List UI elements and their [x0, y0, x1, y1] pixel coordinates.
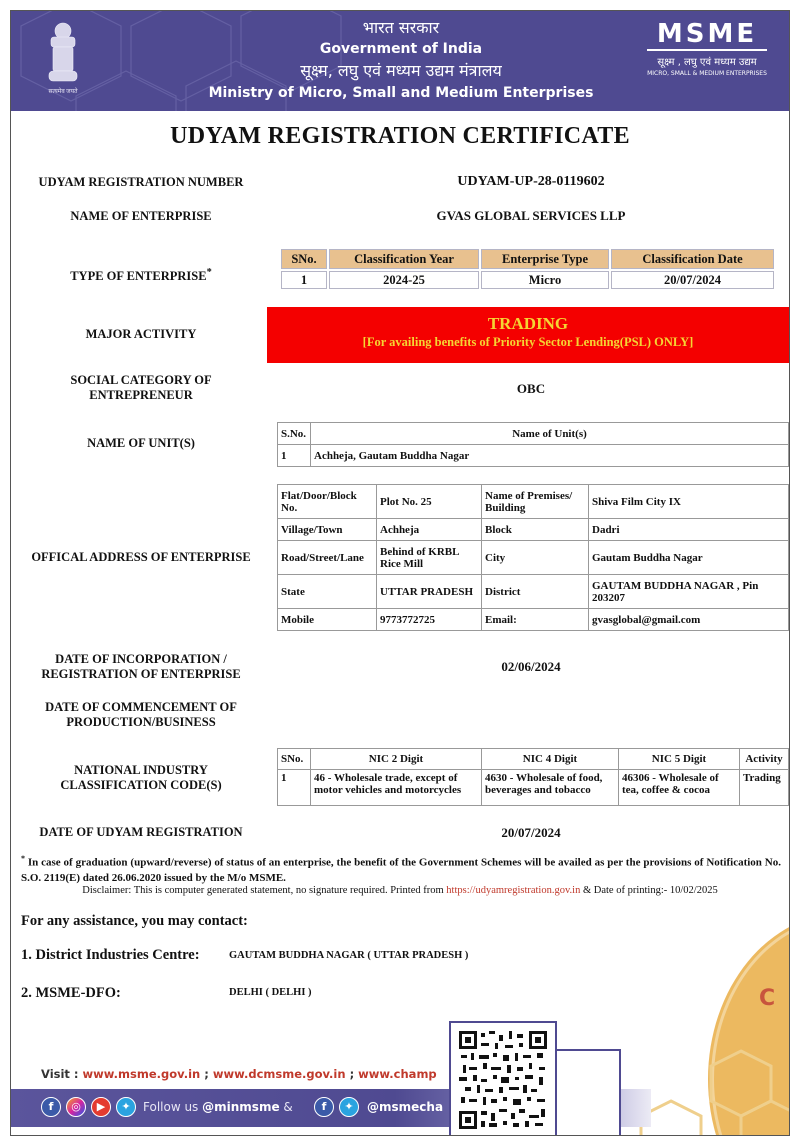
- table-cell: Block: [482, 519, 589, 541]
- ministry-heading: [161, 17, 641, 104]
- facebook-icon[interactable]: f: [41, 1097, 61, 1117]
- nic-table: [277, 748, 789, 806]
- nic-label-line2: CLASSIFICATION CODE(S): [60, 778, 222, 792]
- table-cell: Dadri: [589, 519, 789, 541]
- reg-number-value: UDYAM-UP-28-0119602: [457, 174, 605, 189]
- classification-header-row: [281, 249, 774, 269]
- incorporation-date-value: 02/06/2024: [501, 659, 561, 674]
- udyam-date-label: DATE OF UDYAM REGISTRATION: [39, 825, 243, 839]
- address-table: [277, 484, 789, 631]
- column-header: NIC 4 Digit: [482, 749, 619, 770]
- msme-logo-english: MICRO, SMALL & MEDIUM ENTERPRISES: [647, 70, 767, 77]
- type-of-enterprise-label-text: TYPE OF ENTERPRISE: [70, 269, 207, 284]
- certificate-title: UDYAM REGISTRATION CERTIFICATE: [170, 123, 630, 149]
- qr-code-icon: [459, 1031, 547, 1129]
- table-row: [278, 445, 789, 467]
- nic-label: [11, 763, 271, 793]
- social-category-label-line2: ENTREPRENEUR: [89, 388, 193, 402]
- major-activity-banner: [267, 307, 789, 363]
- assistance-heading: For any assistance, you may contact:: [21, 913, 248, 929]
- msme-gov-link[interactable]: www.msme.gov.in: [82, 1067, 201, 1081]
- champions-link[interactable]: www.champ: [358, 1067, 437, 1081]
- table-cell: City: [482, 541, 589, 575]
- table-cell: 9773772725: [377, 609, 482, 631]
- column-header: Classification Year: [329, 249, 479, 269]
- graduation-note: [21, 851, 781, 886]
- table-row: [278, 575, 789, 609]
- hindi-ministry-text: सूक्ष्म, लघु एवं मध्यम उद्यम मंत्रालय: [300, 61, 502, 80]
- table-cell: Behind of KRBL Rice Mill: [377, 541, 482, 575]
- table-cell: 46306 - Wholesale of tea, coffee & cocoa: [619, 770, 740, 806]
- hindi-government-text: भारत सरकार: [362, 18, 440, 37]
- asterisk-marker: *: [206, 267, 212, 278]
- table-cell: 20/07/2024: [611, 271, 774, 289]
- column-header: S.No.: [278, 423, 311, 445]
- government-of-india-text: Government of India: [319, 41, 483, 57]
- major-activity-label: MAJOR ACTIVITY: [85, 327, 197, 341]
- column-header: SNo.: [278, 749, 311, 770]
- dic-value: GAUTAM BUDDHA NAGAR ( UTTAR PRADESH ): [229, 950, 469, 961]
- table-row: [278, 770, 789, 806]
- table-cell: 1: [281, 271, 327, 289]
- dfo-label: 2. MSME-DFO:: [21, 985, 121, 1001]
- header-banner: [11, 11, 789, 111]
- incorporation-date-label: [11, 652, 271, 682]
- table-cell: District: [482, 575, 589, 609]
- dfo-value: DELHI ( DELHI ): [229, 987, 312, 998]
- table-row: [278, 609, 789, 631]
- table-row: [278, 519, 789, 541]
- table-cell: Gautam Buddha Nagar: [589, 541, 789, 575]
- table-cell: State: [278, 575, 377, 609]
- follow-prefix: Follow us: [143, 1100, 203, 1114]
- printing-date-text: & Date of printing:- 10/02/2025: [580, 885, 718, 896]
- link-separator: ;: [345, 1067, 359, 1081]
- table-row: [278, 485, 789, 519]
- column-header: Name of Unit(s): [311, 423, 789, 445]
- link-separator: ;: [200, 1067, 213, 1081]
- ministry-name-text: Ministry of Micro, Small and Medium Enterprises: [208, 85, 594, 101]
- email-link[interactable]: gvasglobal@gmail.com: [589, 609, 789, 631]
- enterprise-name-value: GVAS GLOBAL SERVICES LLP: [436, 208, 626, 223]
- commencement-label-line2: PRODUCTION/BUSINESS: [66, 715, 216, 729]
- asterisk-marker: *: [21, 854, 25, 863]
- table-cell: GAUTAM BUDDHA NAGAR , Pin 203207: [589, 575, 789, 609]
- column-header: NIC 2 Digit: [311, 749, 482, 770]
- social-category-label: [11, 373, 271, 403]
- dcmsme-gov-link[interactable]: www.dcmsme.gov.in: [212, 1067, 346, 1081]
- decorative-letter: C: [759, 986, 776, 1011]
- minmsme-handle[interactable]: @minmsme: [202, 1100, 280, 1114]
- youtube-icon[interactable]: ▶: [91, 1097, 111, 1117]
- msme-logo: [647, 21, 767, 77]
- msmecha-handle[interactable]: @msmecha: [367, 1100, 444, 1114]
- table-cell: 1: [278, 770, 311, 806]
- facebook-icon[interactable]: f: [314, 1097, 334, 1117]
- units-header-row: [278, 423, 789, 445]
- msme-logo-text: MSME: [647, 21, 767, 51]
- graduation-note-text: In case of graduation (upward/reverse) of status of an enterprise, the benefit of the Government Schemes will be availed as per the provisions of Notification No. S.O. 2119(E) dated 26.06.2020 issued by the M/o MSME.: [21, 856, 781, 884]
- classification-table: [279, 247, 776, 291]
- units-table: [277, 422, 789, 467]
- instagram-icon[interactable]: ◎: [66, 1097, 86, 1117]
- social-category-label-line1: SOCIAL CATEGORY OF: [70, 373, 212, 387]
- table-cell: Village/Town: [278, 519, 377, 541]
- social-category-value: OBC: [516, 381, 546, 396]
- qr-code: [449, 1021, 557, 1136]
- major-activity-value: TRADING: [487, 314, 569, 333]
- column-header: SNo.: [281, 249, 327, 269]
- type-of-enterprise-label: [11, 265, 271, 284]
- column-header: Activity: [740, 749, 789, 770]
- dic-label: 1. District Industries Centre:: [21, 947, 200, 963]
- commencement-label-line1: DATE OF COMMENCEMENT OF: [45, 700, 237, 714]
- units-label: NAME OF UNIT(S): [87, 436, 195, 450]
- visit-label: Visit :: [41, 1067, 83, 1081]
- incorporation-label-line2: REGISTRATION OF ENTERPRISE: [41, 667, 241, 681]
- incorporation-label-line1: DATE OF INCORPORATION /: [55, 652, 227, 666]
- msme-logo-hindi: सूक्ष्म , लघु एवं मध्यम उद्यम: [657, 57, 757, 68]
- disclaimer-text: Disclaimer: This is computer generated statement, no signature required. Printed from: [82, 885, 447, 896]
- nic-label-line1: NATIONAL INDUSTRY: [74, 763, 208, 777]
- table-cell: UTTAR PRADESH: [377, 575, 482, 609]
- table-cell: 1: [278, 445, 311, 467]
- follow-us-text: [143, 1100, 293, 1114]
- emblem-caption: सत्यमेव जयते: [48, 89, 78, 95]
- visit-links: [41, 1067, 437, 1081]
- table-cell: Achheja, Gautam Buddha Nagar: [311, 445, 789, 467]
- certificate-page: [10, 10, 790, 1136]
- table-cell: Email:: [482, 609, 589, 631]
- column-header: Classification Date: [611, 249, 774, 269]
- column-header: NIC 5 Digit: [619, 749, 740, 770]
- table-cell: Micro: [481, 271, 609, 289]
- address-label: OFFICAL ADDRESS OF ENTERPRISE: [31, 550, 251, 564]
- national-emblem-icon: [41, 19, 85, 99]
- table-cell: Plot No. 25: [377, 485, 482, 519]
- table-cell: Name of Premises/ Building: [482, 485, 589, 519]
- commencement-date-label: [11, 700, 271, 730]
- nic-header-row: [278, 749, 789, 770]
- udyam-date-value: 20/07/2024: [501, 825, 561, 840]
- table-cell: Trading: [740, 770, 789, 806]
- table-cell: Road/Street/Lane: [278, 541, 377, 575]
- reg-number-label: UDYAM REGISTRATION NUMBER: [38, 175, 244, 189]
- table-cell: Achheja: [377, 519, 482, 541]
- major-activity-note: [For availing benefits of Priority Sector Lending(PSL) ONLY]: [362, 335, 694, 349]
- table-row: [281, 271, 774, 289]
- msmecha-handle-text: [367, 1100, 443, 1114]
- table-row: [278, 541, 789, 575]
- table-cell: Flat/Door/Block No.: [278, 485, 377, 519]
- twitter-icon[interactable]: ✦: [116, 1097, 136, 1117]
- table-cell: 2024-25: [329, 271, 479, 289]
- qr-frame-side: [557, 1049, 621, 1136]
- column-header: Enterprise Type: [481, 249, 609, 269]
- table-cell: 4630 - Wholesale of food, beverages and tobacco: [482, 770, 619, 806]
- disclaimer: [11, 885, 789, 896]
- enterprise-name-label: NAME OF ENTERPRISE: [70, 209, 212, 223]
- table-cell: Shiva Film City IX: [589, 485, 789, 519]
- ampersand: &: [279, 1100, 293, 1114]
- table-cell: 46 - Wholesale trade, except of motor vehicles and motorcycles: [311, 770, 482, 806]
- twitter-icon[interactable]: ✦: [339, 1097, 359, 1117]
- udyam-registration-link[interactable]: https://udyamregistration.gov.in: [446, 885, 581, 896]
- table-cell: Mobile: [278, 609, 377, 631]
